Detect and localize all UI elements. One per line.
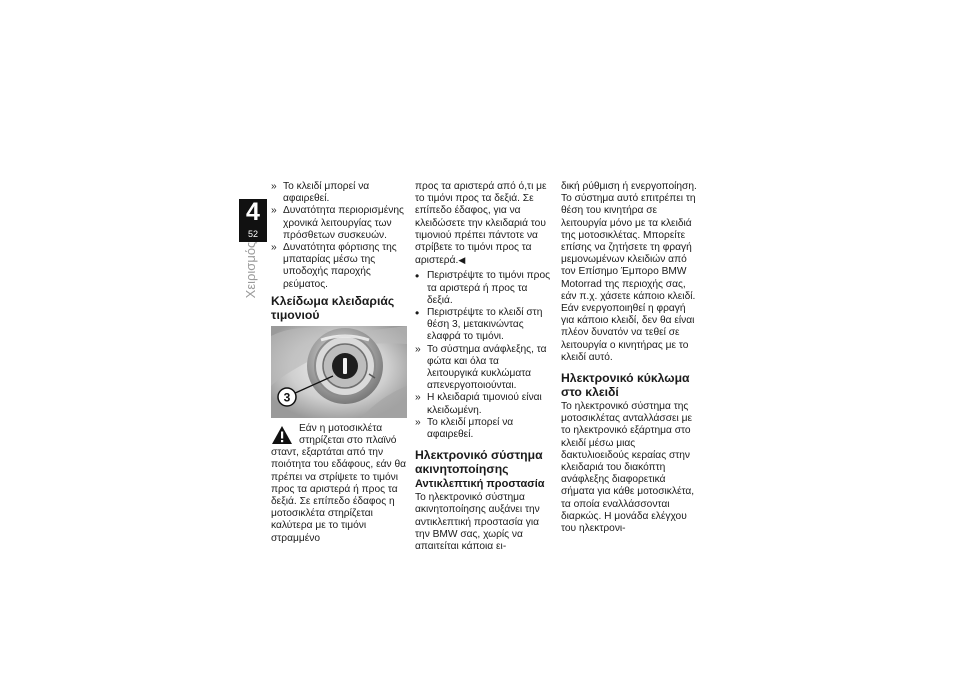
list-item: » Το σύστημα ανάφλεξης, τα φώτα και όλα τα λειτουργικά κυκλώματα απενεργοποιούνται. xyxy=(415,344,551,393)
heading-steering-lock: Κλείδωμα κλειδαριάς τιμονιού xyxy=(271,293,395,322)
chapter-number: 4 xyxy=(246,198,260,226)
list-item: » Το κλειδί μπορεί να αφαιρεθεί. xyxy=(415,417,551,441)
subheading-theft-protection: Αντικλεπτική προστασία xyxy=(415,478,545,491)
paragraph: δική ρύθμιση ή ενεργοποίηση. Το σύστημα αυτό επιτρέπει τη θέση του κινητήρα σε λειτουργία μόνο με τα κλειδιά της μοτοσικλέτας. Μπορείτε επίσης να ζητήσετε τη φραγή μεμονωμένων κλειδιών από τον Επίσημο Έμπορο BMW Motorrad της περιοχής σας, εάν π.χ. χάσετε κάποιο κλειδί. Εάν ενεργοποιηθεί η φραγή για κάποιο κλειδί, δεν θα είναι πλέον δυνατόν να τεθεί σε λειτουργία ο κινητήρας με το κλειδί αυτό. xyxy=(561,181,697,363)
ignition-illustration xyxy=(271,326,407,418)
warning-block xyxy=(271,423,407,545)
list-item: • Περιστρέψτε το τιμόνι προς τα αριστερά ή προς τα δεξιά. xyxy=(415,270,551,307)
end-mark-icon: ◀ xyxy=(458,255,466,266)
callout-3-label: 3 xyxy=(283,390,291,405)
column-3 xyxy=(561,181,699,535)
list-item: » Το κλειδί μπορεί να αφαιρεθεί. xyxy=(271,181,407,205)
column-2 xyxy=(415,181,551,553)
heading-immobilizer: Ηλεκτρονικό σύστημα ακινητοποίησης xyxy=(415,448,543,477)
paragraph xyxy=(415,181,551,267)
warning-triangle-icon xyxy=(271,425,293,445)
warning-text: Εάν η μοτοσικλέτα στηρίζεται στο πλαϊνό σταντ, εξαρτάται από την ποιότητα του εδάφους, εάν θα πρέπει να στρίψετε το τιμόνι προς τα αριστερά ή προς τα δεξιά. Σε επίπεδο έδαφος η μοτοσικλέτα στηρίζεται καλύτερα με το τιμόνι στραμμένο xyxy=(271,422,406,544)
list-item: » Η κλειδαριά τιμονιού είναι κλειδωμένη. xyxy=(415,392,551,416)
section-title-text: Χειρισμός xyxy=(243,241,258,299)
heading-key-circuit: Ηλεκτρονικό κύκλωμα στο κλειδί xyxy=(561,371,690,400)
list-item: » Δυνατότητα περιορισμένης χρονικά λειτουργίας των πρόσθετων συσκευών. xyxy=(271,205,407,242)
ignition-switch-photo xyxy=(271,326,407,418)
list-item: • Περιστρέψτε το κλειδί στη θέση 3, μετακινώντας ελαφρά το τιμόνι. xyxy=(415,307,551,344)
list-item: » Δυνατότητα φόρτισης της μπαταρίας μέσω της υποδοχής παροχής ρεύματος. xyxy=(271,242,407,291)
column-1 xyxy=(271,181,407,545)
page-number: 52 xyxy=(247,229,258,239)
paragraph: Το ηλεκτρονικό σύστημα ακινητοποίησης αυξάνει την αντικλεπτική προστασία για την BMW σας, χωρίς να απαιτείται κάποια ει- xyxy=(415,492,540,553)
paragraph-text: προς τα αριστερά από ό,τι με το τιμόνι προς τα δεξιά. Σε επίπεδο έδαφος, για να κλειδώσετε την κλειδαριά του τιμονιού πρέπει πάντοτε να στρίβετε το τιμόνι προς τα αριστερά. xyxy=(415,181,547,267)
paragraph: Το ηλεκτρονικό σύστημα της μοτοσικλέτας ανταλλάσσει με το ηλεκτρονικό εξάρτημα στο κλειδί μέσω μιας δακτυλιοειδούς κεραίας στην κλειδαριά του διακόπτη ανάφλεξης διαφορετικά σήματα για κάθε μοτοσικλέτα, τα οποία εναλλάσσονται διαρκώς. Η μονάδα ελέγχου του ηλεκτρονι- xyxy=(561,401,695,535)
